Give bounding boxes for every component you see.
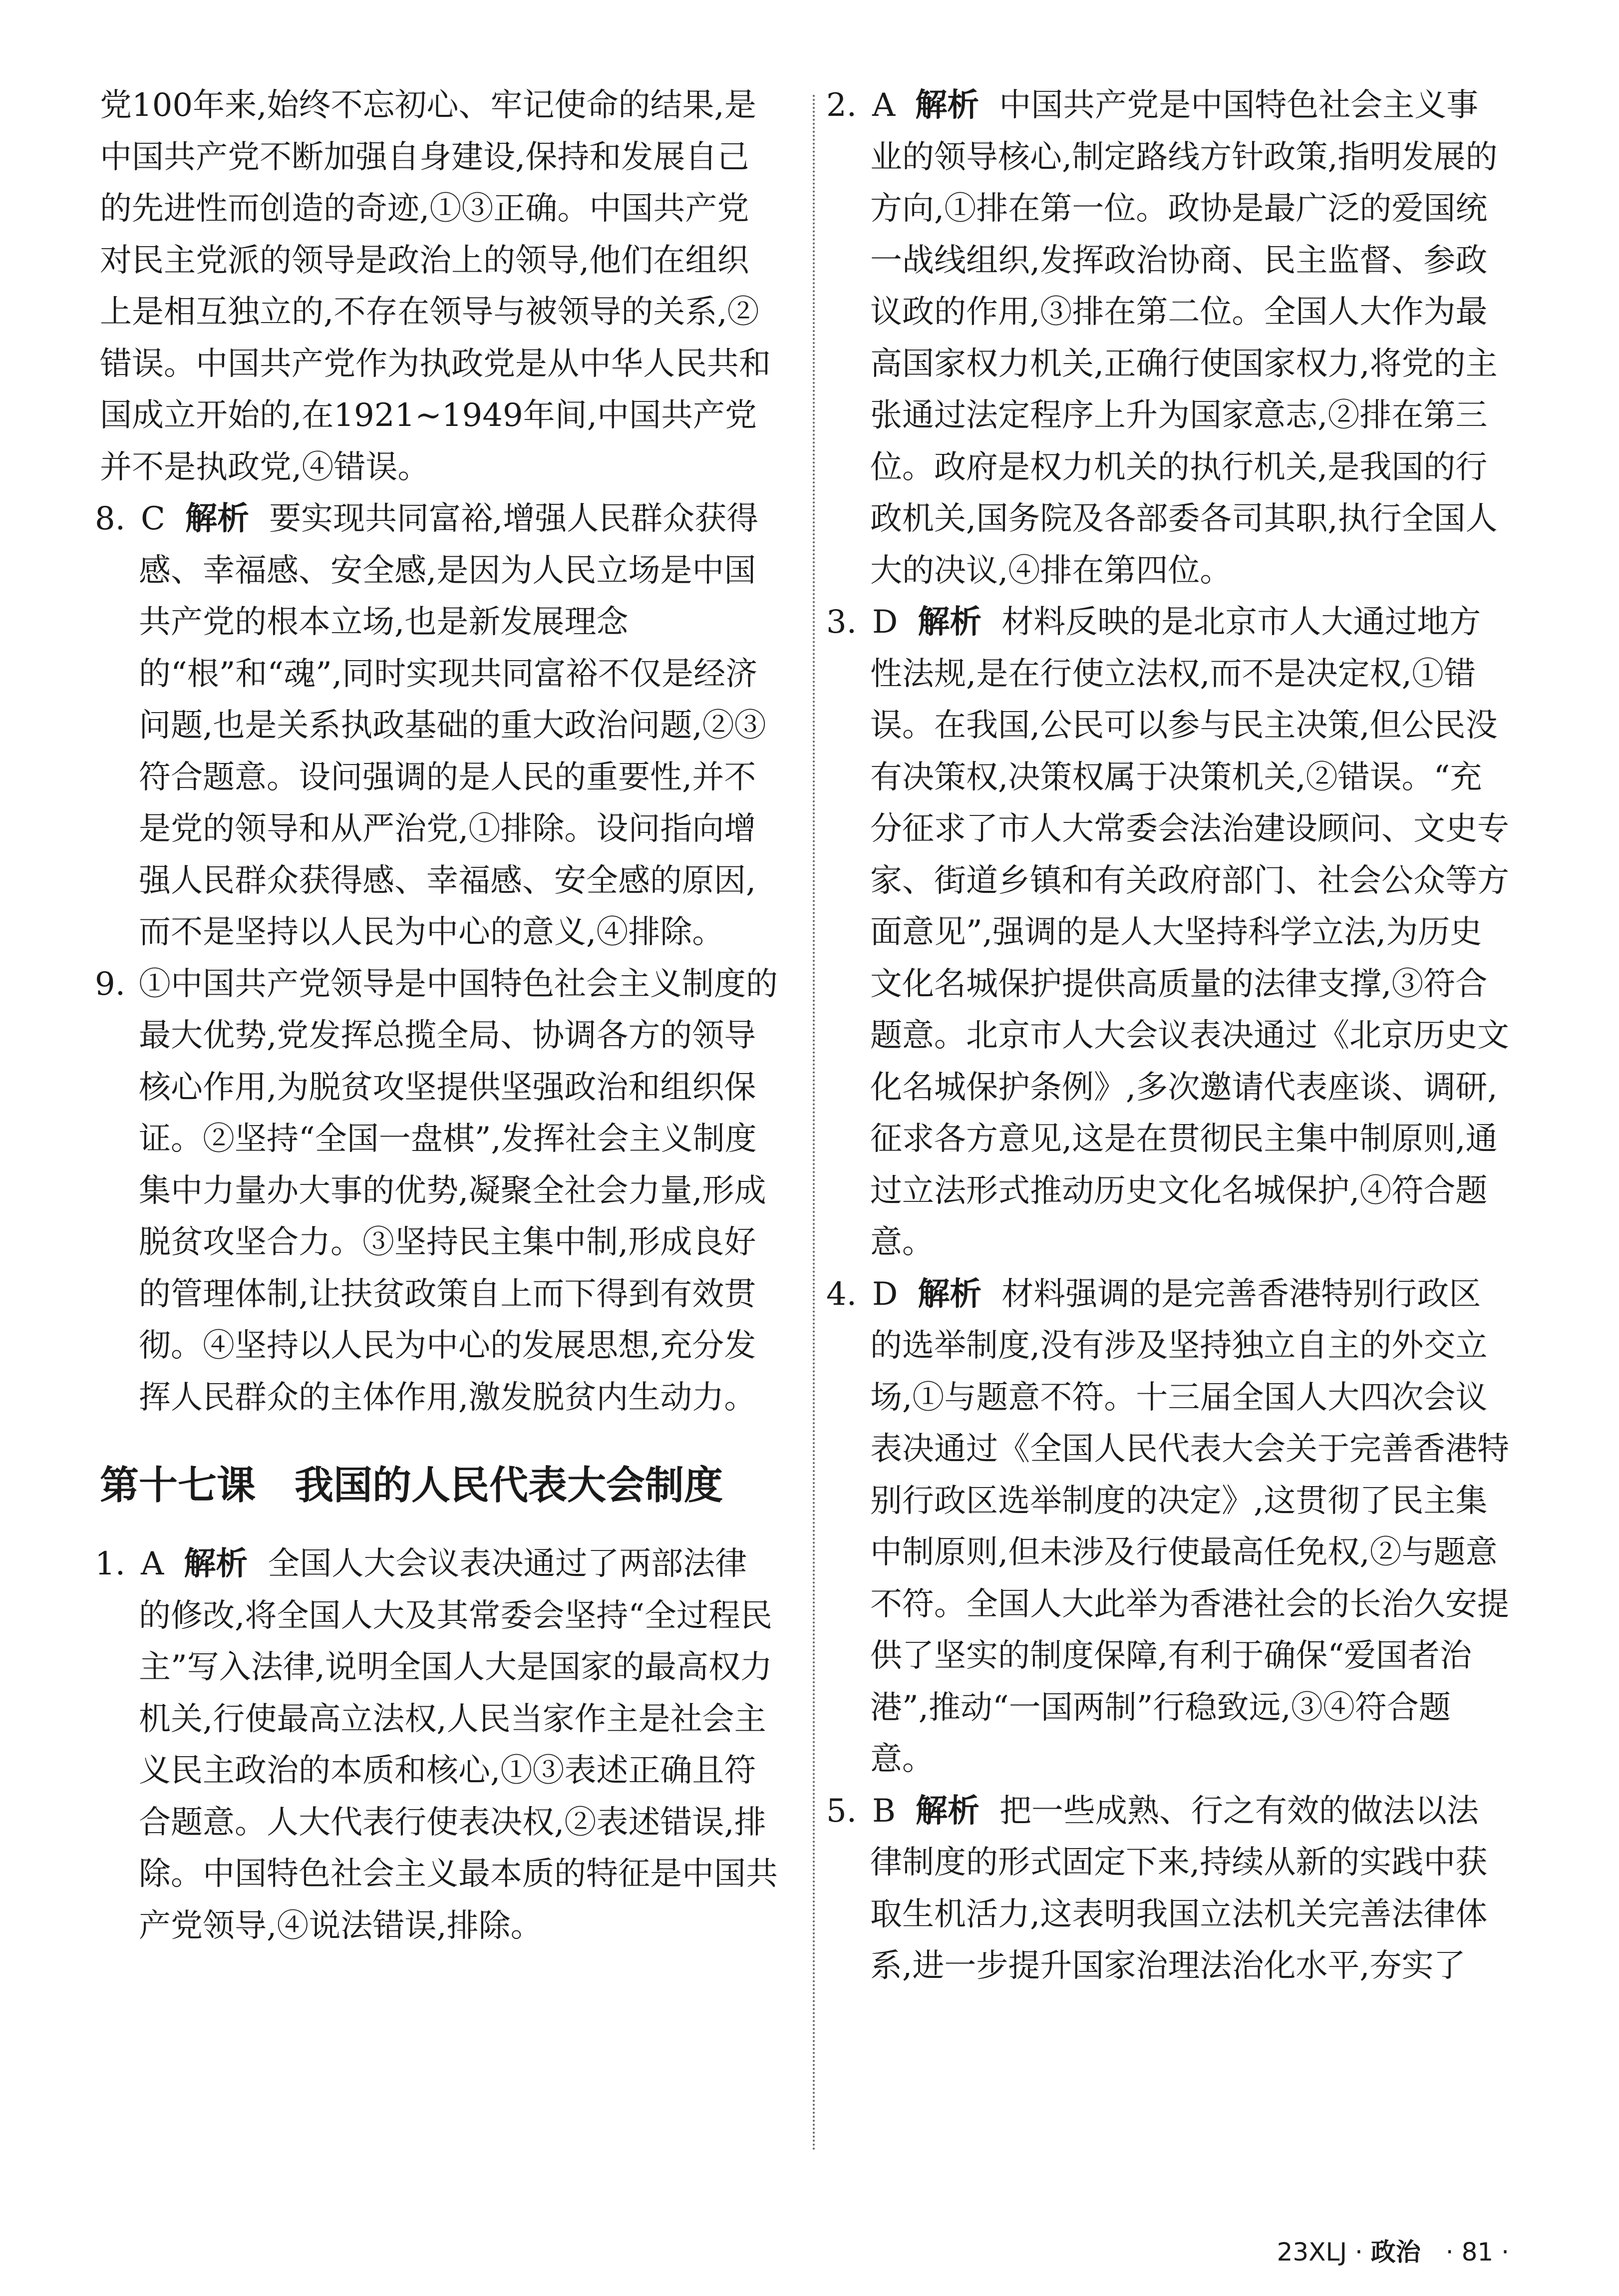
item-text: 材料强调的是完善香港特别行政区的选举制度,没有涉及坚持独立自主的外交立场,①与题意不符。十三届全国人大四次会议表决通过《全国人民代表大会关于完善香港特别行政区选举制度的决定》,这贯彻了民主集中制原则,但未涉及行使最高任免权,②与题意不符。全国人大此举为香港社会的长治久安提供了坚实的制度保障,有利于确保“爱国者治港”,推动“一国两制”行稳致远,③④符合题意。 [870,1275,1509,1778]
item-text: 中国共产党是中国特色社会主义事业的领导核心,制定路线方针政策,指明发展的方向,①排在第一位。政协是最广泛的爱国统一战线组织,发挥政治协商、民主监督、参政议政的作用,③排在第二位。全国人大作为最高国家权力机关,正确行使国家权力,将党的主张通过法定程序上升为国家意志,②排在第三位。政府是权力机关的执行机关,是我国的行政机关,国务院及各部委各司其职,执行全国人大的决议,④排在第四位。 [870,87,1498,589]
item-number: 9. [95,965,126,1003]
column-divider [813,95,815,2152]
answer-item-8 [95,493,779,959]
item-keyword: 解析 [915,87,979,124]
item-number: 5. [826,1792,857,1830]
item-answer: A [141,1545,164,1582]
item-answer: A [872,87,896,124]
item-text: ①中国共产党领导是中国特色社会主义制度的最大优势,党发挥总揽全局、协调各方的领导核心作用,为脱贫攻坚提供坚强政治和组织保证。②坚持“全国一盘棋”,发挥社会主义制度集中力量办大事的优势,凝聚全社会力量,形成脱贫攻坚合力。③坚持民主集中制,形成良好的管理体制,让扶贫政策自上而下得到有效贯彻。④坚持以人民为中心的发展思想,充分发挥人民群众的主体作用,激发脱贫内生动力。 [139,965,778,1416]
item-keyword: 解析 [184,1545,248,1582]
item-text: 材料反映的是北京市人大通过地方性法规,是在行使立法权,而不是决定权,①错误。在我国,公民可以参与民主决策,但公民没有决策权,决策权属于决策机关,②错误。“充分征求了市人大常委会法治建设顾问、文史专家、街道乡镇和有关政府部门、社会公众等方面意见”,强调的是人大坚持科学立法,为历史文化名城保护提供高质量的法律支撑,③符合题意。北京市人大会议表决通过《北京历史文化名城保护条例》,多次邀请代表座谈、调研,征求各方意见,这是在贯彻民主集中制原则,通过立法形式推动历史文化名城保护,④符合题意。 [870,604,1509,1261]
answer-item-9 [95,959,779,1424]
page-number: 81 [1461,2238,1494,2267]
item-answer: C [141,500,165,537]
item-keyword: 解析 [918,604,982,641]
page-footer: 23XLJ · 政治 · 81 · [1277,2238,1509,2267]
answer-item-5 [826,1786,1510,1992]
answer-item-3 [826,597,1510,1269]
item-answer: B [872,1792,896,1830]
continuation-paragraph: 党100年来,始终不忘初心、牢记使命的结果,是中国共产党不断加强自身建设,保持和发展自己的先进性而创造的奇迹,①③正确。中国共产党对民主党派的领导是政治上的领导,他们在组织上是相互独立的,不存在领导与被领导的关系,②错误。中国共产党作为执政党是从中华人民共和国成立开始的,在1921~1949年间,中国共产党并不是执政党,④错误。 [100,87,771,486]
answer-item-4 [826,1269,1510,1786]
item-text: 把一些成熟、行之有效的做法以法律制度的形式固定下来,持续从新的实践中获取生机活力,这表明我国立法机关完善法律体系,进一步提升国家治理法治化水平,夯实了 [870,1792,1488,1984]
item-number: 3. [826,604,857,641]
footer-code: 23XLJ [1277,2238,1347,2267]
item-keyword: 解析 [185,500,249,537]
item-number: 4. [826,1275,857,1313]
answer-item-1 [95,1538,779,1952]
answer-item-2 [826,80,1510,597]
right-column [826,80,1510,1992]
left-column [95,80,779,1952]
item-number: 1. [95,1545,126,1582]
item-number: 2. [826,87,857,124]
item-number: 8. [95,500,126,537]
item-keyword: 解析 [916,1792,980,1830]
item-answer: D [872,1275,898,1313]
footer-subject: 政治 [1370,2238,1421,2267]
item-answer: D [872,604,898,641]
item-text: 全国人大会议表决通过了两部法律的修改,将全国人大及其常委会坚持“全过程民主”写入法律,说明全国人大是国家的最高权力机关,行使最高立法权,人民当家作主是社会主义民主政治的本质和核心,①③表述正确且符合题意。人大代表行使表决权,②表述错误,排除。中国特色社会主义最本质的特征是中国共产党领导,④说法错误,排除。 [139,1545,778,1944]
item-keyword: 解析 [918,1275,982,1313]
item-text: 要实现共同富裕,增强人民群众获得感、幸福感、安全感,是因为人民立场是中国共产党的根本立场,也是新发展理念的“根”和“魂”,同时实现共同富裕不仅是经济问题,也是关系执政基础的重大政治问题,②③符合题意。设问强调的是人民的重要性,并不是党的领导和从严治党,①排除。设问指向增强人民群众获得感、幸福感、安全感的原因,而不是坚持以人民为中心的意义,④排除。 [139,500,766,951]
section-title: 第十七课 我国的人民代表大会制度 [100,1463,723,1508]
